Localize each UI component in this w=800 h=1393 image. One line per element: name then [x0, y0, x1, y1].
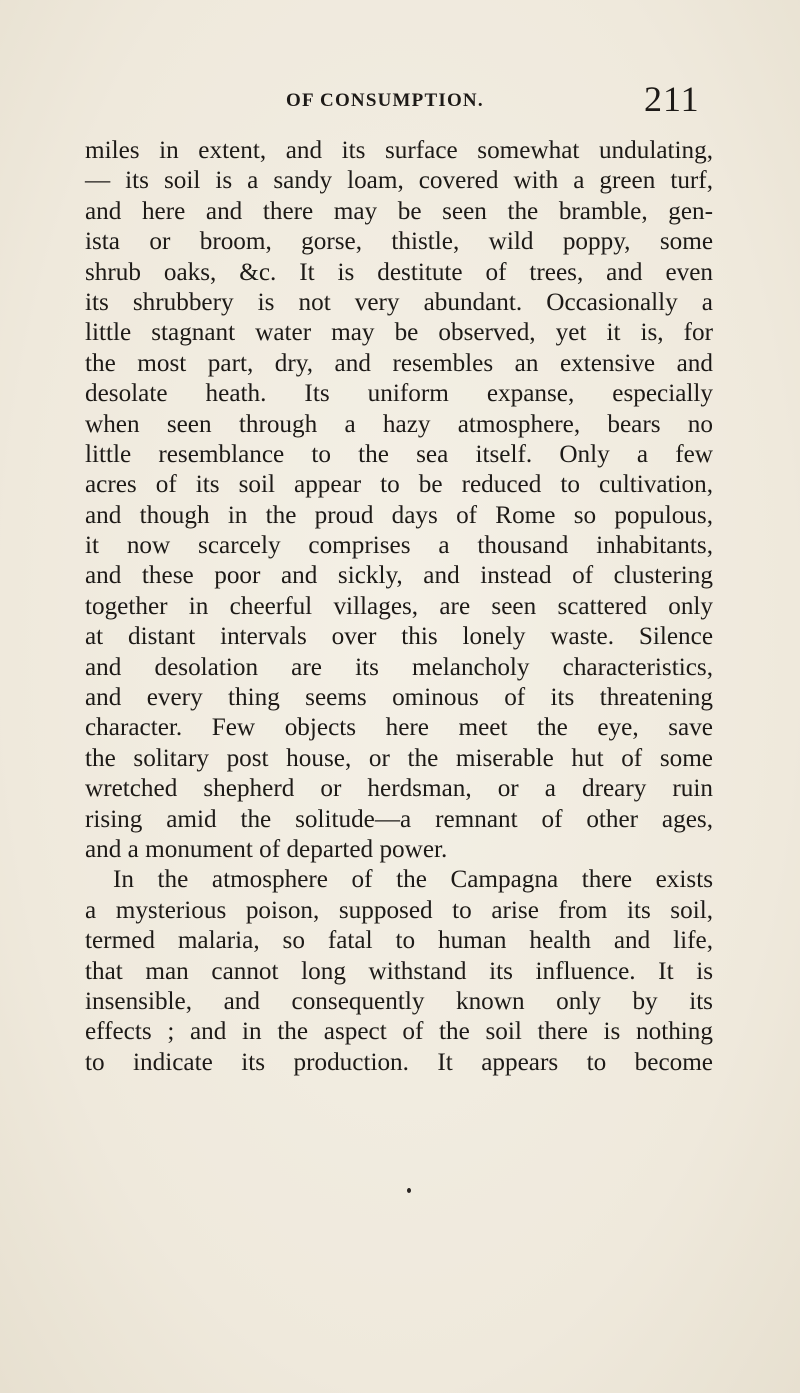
body-text	[85, 136, 713, 1078]
text-line: desolate heath. Its uniform expanse, especially	[85, 380, 713, 408]
text-line: to indicate its production. It appears to become	[85, 1048, 713, 1076]
text-line: insensible, and consequently known only by its	[85, 987, 713, 1015]
text-line: its shrubbery is not very abundant. Occasionally a	[85, 288, 713, 316]
text-line: — its soil is a sandy loam, covered with a green turf,	[85, 167, 713, 195]
text-line: together in cheerful villages, are seen scattered only	[85, 592, 713, 620]
text-line: that man cannot long withstand its influence. It is	[85, 957, 713, 985]
text-line: character. Few objects here meet the eye, save	[85, 714, 713, 742]
text-line: ista or broom, gorse, thistle, wild poppy, some	[85, 228, 713, 256]
running-head: OF CONSUMPTION.	[286, 90, 484, 111]
text-line: little resemblance to the sea itself. Only a few	[85, 440, 713, 468]
text-line: the most part, dry, and resembles an extensive and	[85, 349, 713, 377]
text-line: at distant intervals over this lonely waste. Silence	[85, 623, 713, 651]
text-line: miles in extent, and its surface somewhat undulating,	[85, 137, 713, 164]
text-line: acres of its soil appear to be reduced to cultivation,	[85, 471, 713, 499]
page-header	[0, 78, 800, 118]
text-line: shrub oaks, &c. It is destitute of trees, and even	[85, 258, 713, 286]
paragraph-end-line: and a monument of departed power.	[85, 835, 448, 863]
text-line: and desolation are its melancholy characteristics,	[85, 653, 713, 681]
text-line: and every thing seems ominous of its threatening	[85, 684, 713, 712]
text-line: and though in the proud days of Rome so populous,	[85, 501, 713, 529]
text-line: a mysterious poison, supposed to arise from its soil,	[85, 896, 713, 924]
page-number: 211	[644, 79, 700, 119]
text-line: when seen through a hazy atmosphere, bears no	[85, 410, 713, 438]
text-line: effects ; and in the aspect of the soil there is nothing	[85, 1018, 713, 1046]
text-line: rising amid the solitude—a remnant of other ages,	[85, 805, 713, 833]
text-line: the solitary post house, or the miserable hut of some	[85, 744, 713, 772]
text-line: and here and there may be seen the bramble, gen-	[85, 197, 713, 225]
ink-speck	[407, 1188, 411, 1193]
text-line: it now scarcely comprises a thousand inhabitants,	[85, 532, 713, 560]
text-line: termed malaria, so fatal to human health and life,	[85, 927, 713, 955]
text-line: little stagnant water may be observed, yet it is, for	[85, 319, 713, 347]
paragraph-start-line: In the atmosphere of the Campagna there exists	[113, 866, 713, 894]
text-line: wretched shepherd or herdsman, or a dreary ruin	[85, 775, 713, 803]
text-line: and these poor and sickly, and instead of clustering	[85, 562, 713, 590]
